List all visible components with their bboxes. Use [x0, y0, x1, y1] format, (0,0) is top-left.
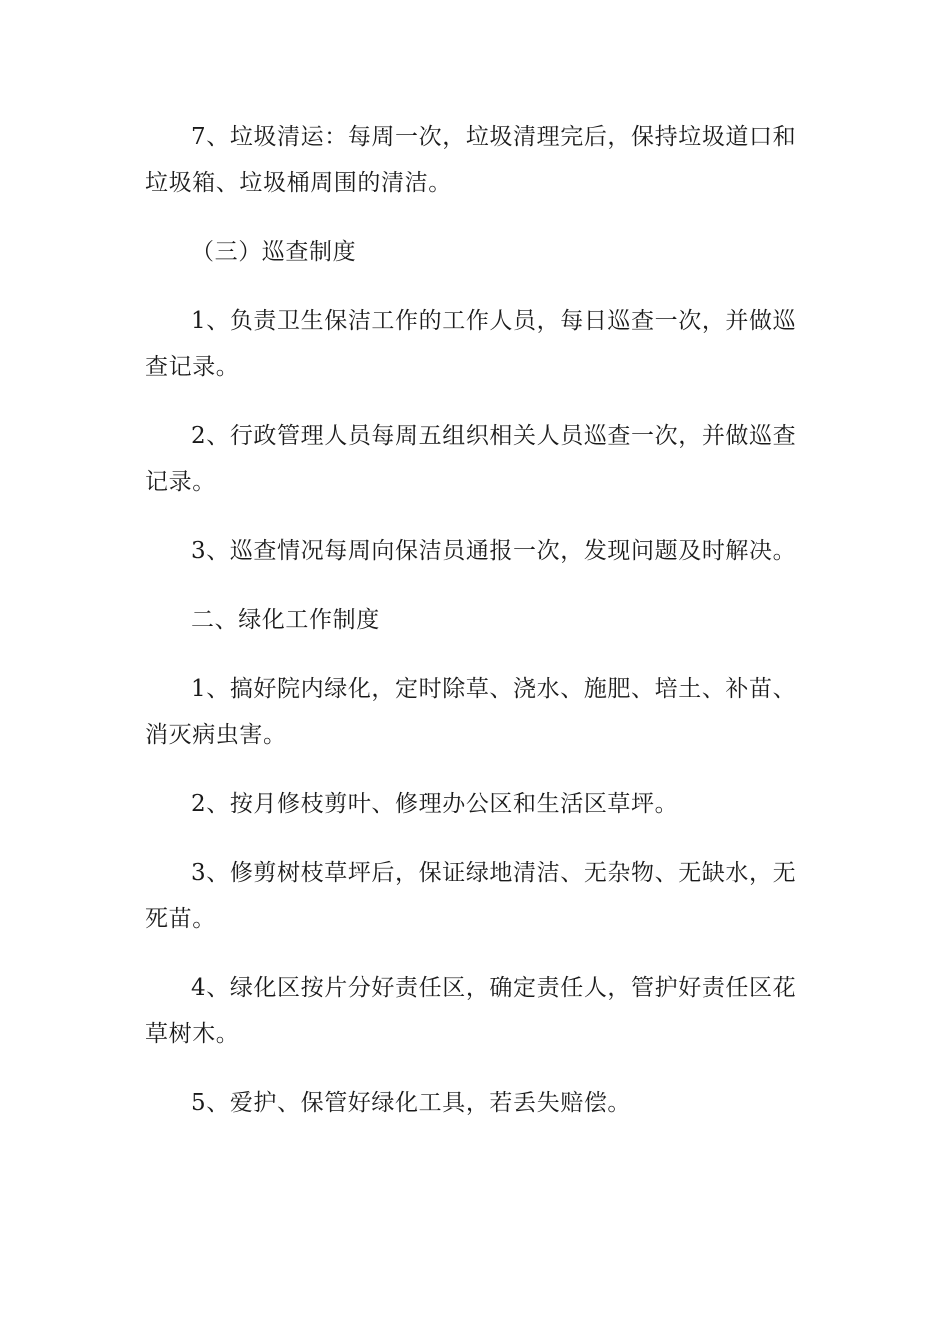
paragraph-inspection-3: 3、巡查情况每周向保洁员通报一次，发现问题及时解决。	[191, 538, 797, 564]
document-body	[145, 114, 805, 1149]
section-heading-inspection: （三）巡查制度	[191, 239, 357, 265]
section-heading-greening: 二、绿化工作制度	[191, 607, 380, 633]
paragraph-inspection-2: 2、行政管理人员每周五组织相关人员巡查一次，并做巡查记录。	[145, 423, 797, 495]
paragraph-garbage-removal: 7、垃圾清运：每周一次，垃圾清理完后，保持垃圾道口和垃圾箱、垃圾桶周围的清洁。	[145, 124, 797, 196]
paragraph-greening-5: 5、爱护、保管好绿化工具，若丢失赔偿。	[191, 1090, 632, 1116]
paragraph-greening-1: 1、搞好院内绿化，定时除草、浇水、施肥、培土、补苗、消灭病虫害。	[145, 676, 797, 748]
paragraph-greening-4: 4、绿化区按片分好责任区，确定责任人，管护好责任区花草树木。	[145, 975, 797, 1047]
paragraph-greening-2: 2、按月修枝剪叶、修理办公区和生活区草坪。	[191, 791, 679, 817]
paragraph-inspection-1: 1、负责卫生保洁工作的工作人员，每日巡查一次，并做巡查记录。	[145, 308, 797, 380]
paragraph-greening-3: 3、修剪树枝草坪后，保证绿地清洁、无杂物、无缺水，无死苗。	[145, 860, 797, 932]
